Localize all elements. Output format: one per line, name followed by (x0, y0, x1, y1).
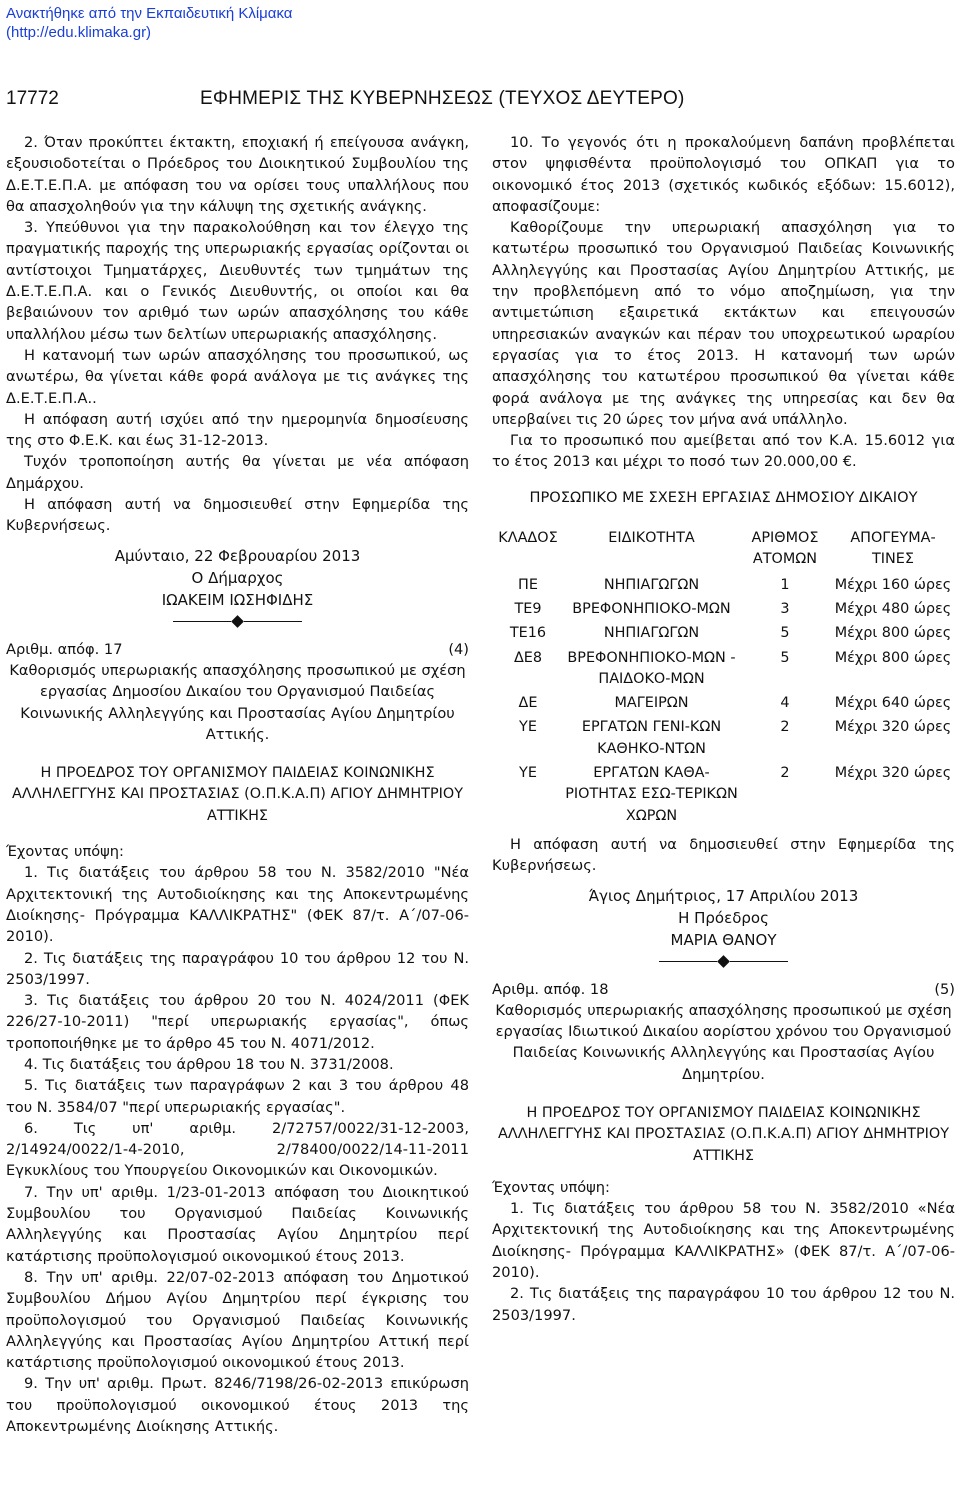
recital-item: 3. Τις διατάξεις του άρθρου 20 του Ν. 4024/2011 (ΦΕΚ 226/27-10-2011) "περί υπερωριακής εργασίας", όπως τροποποιήθηκε με το άρθρο 45 του Ν. 4071/2012. (6, 992, 469, 1052)
having-regard-heading: Έχοντας υπόψη: (492, 1178, 610, 1196)
cell-branch: ΔΕ8 (513, 649, 543, 666)
signature-name: ΙΩΑΚΕΙΜ ΙΩΣΗΦΙΔΗΣ (161, 590, 314, 609)
cell-count: 2 (780, 719, 790, 736)
cell-count: 5 (780, 649, 790, 666)
recital-item: 7. Την υπ' αριθμ. 1/23-01-2013 απόφαση του Διοικητικού Συμβουλίου του Οργανισμού Παιδείας Κοινωνικής Αλληλεγγύης και Προστασίας Αγίου Δημητρίου περί κατάρτισης προϋπολογισμού οικονομικού έτους 2013. (6, 1183, 469, 1265)
table-row (492, 648, 955, 694)
paragraph-publication: Η απόφαση αυτή να δημοσιευθεί στην Εφημερίδα της Κυβερνήσεως. (492, 835, 955, 875)
recital-item: 2. Τις διατάξεις της παραγράφου 10 του άρθρου 12 του Ν. 2503/1997. (6, 949, 469, 988)
recital-item: 9. Την υπ' αριθμ. Πρωτ. 8246/7198/26-02-2013 επικύρωση του προϋπολογισμού οικονομικού έτους 2013 της Αποκεντρωμένης Διοίκησης Αττικής. (6, 1375, 469, 1436)
decision-reference: Αριθμ. απόφ. 18 (492, 980, 609, 998)
table-row (492, 763, 955, 830)
signature-block (492, 885, 955, 951)
section-divider (492, 951, 955, 973)
paragraph-3: 3. Υπεύθυνοι για την παρακολούθηση και τον έλεγχο της πραγματικής παροχής της υπερωριακής εργασίας ορίζονται οι αντίστοιχοι Τμηματάρχες, Διευθυντές των τμημάτων της Δ.Ε.Τ.Ε.Π.Α. και ο Γενικός Διευθυντής, οι οποίοι και θα βεβαιώνουν τον αριθμό των ωρών απασχόλησης του κάθε υπαλλήλου μέσω των δελτίων υπερωριακής απασχόλησης. (6, 219, 469, 343)
cell-specialty: ΒΡΕΦΟΝΗΠΙΟΚΟ-ΜΩΝ - ΠΑΙΔΟΚΟ-ΜΩΝ (567, 649, 736, 687)
issuing-authority: Η ΠΡΟΕΔΡΟΣ ΤΟΥ ΟΡΓΑΝΙΣΜΟΥ ΠΑΙΔΕΙΑΣ ΚΟΙΝΩΝΙΚΗΣ ΑΛΛΗΛΕΓΓΥΗΣ ΚΑΙ ΠΡΟΣΤΑΣΙΑΣ (Ο.Π.Κ.Α.Π) ΑΓΙΟΥ ΔΗΜΗΤΡΙΟΥ ΑΤΤΙΚΗΣ (12, 765, 463, 824)
column-header-branch: ΚΛΑΔΟΣ (498, 530, 558, 547)
cell-hours: Μέχρι 800 ώρες (834, 625, 952, 642)
paragraph-budget: Για το προσωπικό που αμείβεται από τον Κ.Α. 15.6012 για το έτος 2013 και μέχρι το ποσό των 20.000,00 €. (492, 432, 955, 471)
cell-hours: Μέχρι 320 ώρες (834, 765, 952, 782)
cell-hours: Μέχρι 480 ώρες (834, 600, 952, 617)
cell-count: 3 (780, 600, 790, 617)
cell-hours: Μέχρι 640 ώρες (834, 695, 952, 712)
cell-hours: Μέχρι 320 ώρες (834, 719, 952, 736)
signature-role: Η Πρόεδρος (678, 908, 769, 927)
staff-table (492, 528, 955, 830)
cell-branch: ΥΕ (519, 719, 537, 736)
source-url-link[interactable]: (http://edu.klimaka.gr) (6, 24, 152, 41)
source-banner (6, 4, 292, 42)
table-row (492, 575, 955, 599)
decision-heading (492, 979, 955, 1000)
having-regard-heading: Έχοντας υπόψη: (6, 843, 124, 861)
table-header-row (492, 528, 955, 575)
recital-item: 4. Τις διατάξεις του άρθρου 18 του Ν. 3731/2008. (24, 1055, 394, 1073)
cell-count: 1 (780, 576, 790, 593)
cell-count: 2 (780, 765, 790, 782)
source-link[interactable]: Ανακτήθηκε από την Εκπαιδευτική Κλίμακα (6, 5, 293, 22)
decision-number: (5) (934, 980, 955, 998)
decision-reference: Αριθμ. απόφ. 17 (6, 640, 123, 658)
cell-specialty: ΝΗΠΙΑΓΩΓΩΝ (603, 576, 700, 593)
cell-branch: ΥΕ (519, 765, 537, 782)
issuing-authority: Η ΠΡΟΕΔΡΟΣ ΤΟΥ ΟΡΓΑΝΙΣΜΟΥ ΠΑΙΔΕΙΑΣ ΚΟΙΝΩΝΙΚΗΣ ΑΛΛΗΛΕΓΓΥΗΣ ΚΑΙ ΠΡΟΣΤΑΣΙΑΣ (Ο.Π.Κ.Α.Π) ΑΓΙΟΥ ΔΗΜΗΤΡΙΟΥ ΑΤΤΙΚΗΣ (498, 1104, 949, 1164)
gazette-title: ΕΦΗΜΕΡΙΣ ΤΗΣ ΚΥΒΕΡΝΗΣΕΩΣ (ΤΕΥΧΟΣ ΔΕΥΤΕΡΟ) (200, 88, 685, 109)
cell-branch: ΤΕ16 (509, 625, 547, 642)
table-row (492, 693, 955, 717)
signature-role: Ο Δήμαρχος (191, 568, 284, 587)
signature-name: ΜΑΡΙΑ ΘΑΝΟΥ (670, 930, 777, 949)
recital-item: 2. Τις διατάξεις της παραγράφου 10 του άρθρου 12 του Ν. 2503/1997. (492, 1285, 955, 1324)
cell-specialty: ΒΡΕΦΟΝΗΠΙΟΚΟ-ΜΩΝ (572, 600, 731, 617)
right-column (492, 132, 955, 1326)
paragraph-decision: Καθορίζουμε την υπερωριακή απασχόληση για το κατωτέρω προσωπικό του Οργανισμού Παιδείας Κοινωνικής Αλληλεγγύης και Προστασίας Αγίου Δημητρίου Αττικής, με την προβλεπόμενη από το νόμο αποζημίωση, για την αντιμετώπιση εξαιρετικά εκτάκτων και επειγουσών υπηρεσιακών αναγκών και πέραν του υποχρεωτικού ωραρίου εργασίας για το έτος 2013. Η κατανομή των ωρών απασχόλησης του κατωτέρου προσωπικού θα γίνεται κάθε φορά ανάλογα με της ανάγκες της υπηρεσίας και δεν θα υπερβαίνει τις 20 ώρες τον μήνα ανά υπάλληλο. (492, 219, 955, 428)
column-header-afternoon: ΑΠΟΓΕΥΜΑ-ΤΙΝΕΣ (850, 530, 936, 568)
column-header-specialty: ΕΙΔΙΚΟΤΗΤΑ (608, 530, 695, 547)
table-row (492, 623, 955, 647)
decision-title: Καθορισμός υπερωριακής απασχόλησης προσωπικού με σχέση εργασίας Ιδιωτικού Δικαίου αορίστου χρόνου του Οργανισμού Παιδείας Κοινωνικής Αλληλεγγύης και Προστασίας Αγίου Δημητρίου. (495, 1001, 952, 1083)
cell-branch: ΔΕ (518, 695, 538, 712)
cell-specialty: ΝΗΠΙΑΓΩΓΩΝ (603, 625, 700, 642)
cell-count: 5 (780, 625, 790, 642)
paragraph-10: 10. Το γεγονός ότι η προκαλούμενη δαπάνη προβλέπεται στον ψηφισθέντα προϋπολογισμό του ΟΠΚΑΠ για το οικονομικό έτος 2013 (σχετικός κωδικός εξόδων: 15.6012), αποφασίζουμε: (492, 134, 955, 215)
column-header-count: ΑΡΙΘΜΟΣ ΑΤΟΜΩΝ (751, 530, 819, 568)
gazette-header (6, 88, 940, 112)
recital-item: 8. Την υπ' αριθμ. 22/07-02-2013 απόφαση του Δημοτικού Συμβουλίου Δήμου Αγίου Δημητρίου περί έγκρισης του προϋπολογισμού του Οργανισμού Παιδείας Κοινωνικής Αλληλεγγύης και Προστασίας Αγίου Δημητρίου Αττική περί κατάρτισης προϋπολογισμού οικονομικού έτους 2013. (6, 1268, 469, 1372)
signature-block (6, 545, 469, 611)
paragraph-allocation: Η κατανομή των ωρών απασχόλησης του προσωπικού, ως ανωτέρω, θα γίνεται κάθε φορά ανάλογα με τις ανάγκες της Δ.Ε.Τ.Ε.Π.Α.. (6, 346, 469, 407)
decision-heading (6, 639, 469, 660)
cell-count: 4 (780, 695, 790, 712)
section-divider (6, 611, 469, 633)
recital-item: 5. Τις διατάξεις των παραγράφων 2 και 3 του άρθρου 48 του Ν. 3584/07 "περί υπερωριακής εργασίας". (6, 1077, 469, 1116)
cell-specialty: ΜΑΓΕΙΡΩΝ (614, 695, 689, 712)
recital-item: 1. Τις διατάξεις του άρθρου 58 του Ν. 3582/2010 «Νέα Αρχιτεκτονική της Αυτοδιοίκησης και της Αποκεντρωμένης Διοίκησης- Πρόγραμμα ΚΑΛΛΙΚΡΑΤΗΣ» (ΦΕΚ 87/τ. Α΄/07-06-2010). (492, 1200, 955, 1282)
cell-hours: Μέχρι 800 ώρες (834, 649, 952, 666)
cell-branch: ΠΕ (518, 576, 538, 593)
decision-number: (4) (448, 640, 469, 658)
paragraph-2: 2. Όταν προκύπτει έκτακτη, εποχιακή ή επείγουσα ανάγκη, εξουσιοδοτείται ο Πρόεδρος του Διοικητικού Συμβουλίου της Δ.Ε.Τ.Ε.Π.Α. με απόφαση του να ορίσει τους υπαλλήλους που θα απασχοληθούν για την κάλυψη της σχετικής ανάγκης. (6, 134, 469, 215)
paragraph-amendment: Τυχόν τροποποίηση αυτής θα γίνεται με νέα απόφαση Δημάρχου. (6, 453, 469, 492)
recital-item: 1. Τις διατάξεις του άρθρου 58 του Ν. 3582/2010 "Νέα Αρχιτεκτονική της Αυτοδιοίκησης και της Αποκεντρωμένης Διοίκησης- Πρόγραμμα ΚΑΛΛΙΚΡΑΤΗΣ" (ΦΕΚ 87/τ. Α΄/07-06-2010). (6, 864, 469, 946)
recital-item: 6. Τις υπ' αριθμ. 2/72757/0022/31-12-2003, 2/14924/0022/1-4-2010, 2/78400/0022/14-11-2011 Εγκυκλίους του Υπουργείου Οικονομικών και Οικονομικών. (6, 1119, 469, 1180)
cell-specialty: ΕΡΓΑΤΩΝ ΚΑΘΑ-ΡΙΟΤΗΤΑΣ ΕΣΩ-ΤΕΡΙΚΩΝ ΧΩΡΩΝ (565, 765, 738, 824)
left-column (6, 132, 469, 1437)
signature-place-date: Άγιος Δημήτριος, 17 Απριλίου 2013 (588, 886, 859, 905)
paragraph-validity: Η απόφαση αυτή ισχύει από την ημερομηνία δημοσίευσης της στο Φ.Ε.Κ. και έως 31-12-2013. (6, 410, 469, 450)
table-row (492, 717, 955, 763)
cell-specialty: ΕΡΓΑΤΩΝ ΓΕΝΙ-ΚΩΝ ΚΑΘΗΚΟ-ΝΤΩΝ (581, 719, 722, 757)
decision-title: Καθορισμός υπερωριακής απασχόλησης προσωπικού με σχέση εργασίας Δημοσίου Δικαίου του Οργανισμού Παιδείας Κοινωνικής Αλληλεγγύης και Προστασίας Αγίου Δημητρίου Αττικής. (9, 661, 466, 743)
paragraph-publication: Η απόφαση αυτή να δημοσιευθεί στην Εφημερίδα της Κυβερνήσεως. (6, 496, 469, 535)
cell-hours: Μέχρι 160 ώρες (834, 576, 952, 593)
table-row (492, 599, 955, 623)
page-number: 17772 (6, 88, 59, 109)
table-title: ΠΡΟΣΩΠΙΚΟ ΜΕ ΣΧΕΣΗ ΕΡΓΑΣΙΑΣ ΔΗΜΟΣΙΟΥ ΔΙΚΑΙΟΥ (529, 488, 918, 506)
cell-branch: ΤΕ9 (514, 600, 542, 617)
signature-place-date: Αμύνταιο, 22 Φεβρουαρίου 2013 (114, 546, 361, 565)
